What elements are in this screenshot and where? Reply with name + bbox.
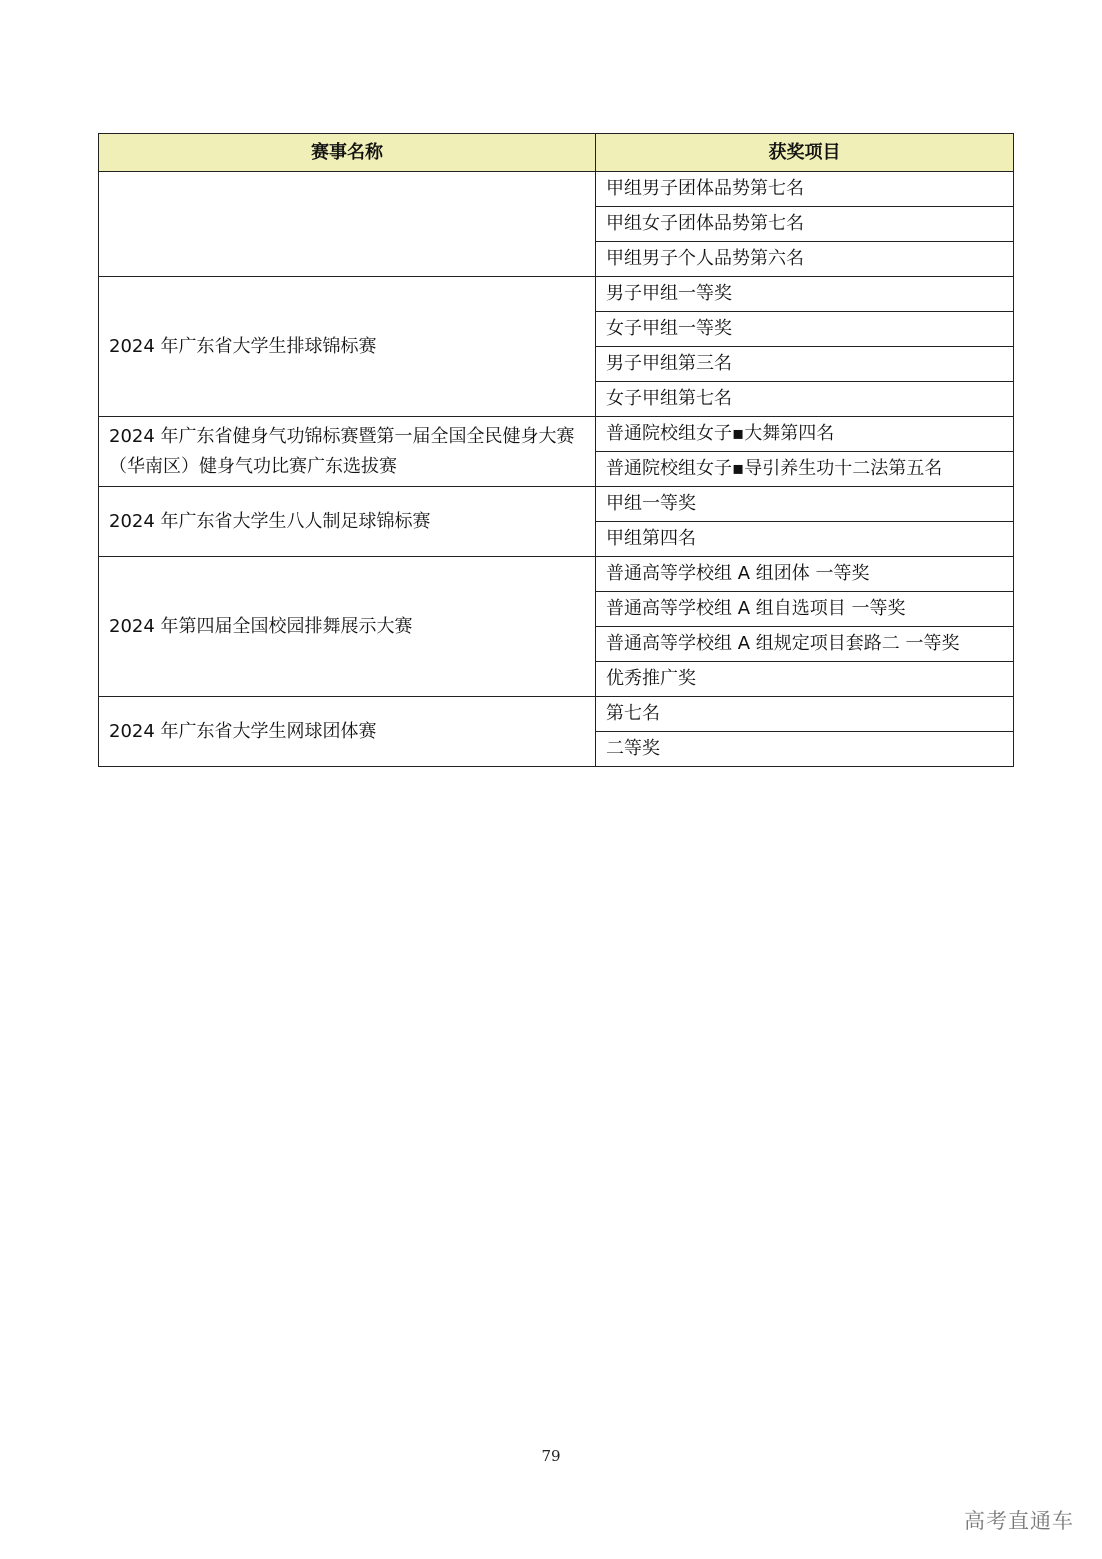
award-cell: 第七名: [596, 697, 1014, 732]
watermark-text: 高考直通车: [964, 1509, 1074, 1533]
page-number: 79: [541, 1447, 561, 1465]
award-cell: 男子甲组一等奖: [596, 277, 1014, 312]
award-cell: 普通高等学校组 A 组规定项目套路二 一等奖: [596, 627, 1014, 662]
awards-table: [98, 133, 1014, 767]
award-cell: 甲组第四名: [596, 522, 1014, 557]
table-header-row: [99, 134, 1014, 172]
header-event-name: 赛事名称: [99, 134, 596, 172]
table-row: [99, 487, 1014, 522]
award-cell: 甲组男子个人品势第六名: [596, 242, 1014, 277]
event-name-cell: 2024 年第四届全国校园排舞展示大赛: [99, 557, 596, 697]
table-row: [99, 172, 1014, 207]
event-name-cell: 2024 年广东省大学生排球锦标赛: [99, 277, 596, 417]
award-cell: 男子甲组第三名: [596, 347, 1014, 382]
header-award-item: 获奖项目: [596, 134, 1014, 172]
award-cell: 二等奖: [596, 732, 1014, 767]
award-cell: 普通院校组女子▪大舞第四名: [596, 417, 1014, 452]
event-name-cell: 2024 年广东省大学生八人制足球锦标赛: [99, 487, 596, 557]
event-name-cell: [99, 172, 596, 277]
table-row: [99, 557, 1014, 592]
award-cell: 女子甲组第七名: [596, 382, 1014, 417]
award-cell: 女子甲组一等奖: [596, 312, 1014, 347]
table-row: [99, 697, 1014, 732]
award-cell: 甲组一等奖: [596, 487, 1014, 522]
award-cell: 普通高等学校组 A 组自选项目 一等奖: [596, 592, 1014, 627]
award-cell: 甲组女子团体品势第七名: [596, 207, 1014, 242]
event-name-cell: 2024 年广东省健身气功锦标赛暨第一届全国全民健身大赛（华南区）健身气功比赛广东选拔赛: [99, 417, 596, 487]
event-name-cell: 2024 年广东省大学生网球团体赛: [99, 697, 596, 767]
table-row: [99, 277, 1014, 312]
award-cell: 普通高等学校组 A 组团体 一等奖: [596, 557, 1014, 592]
table-row: [99, 417, 1014, 452]
award-cell: 甲组男子团体品势第七名: [596, 172, 1014, 207]
award-cell: 优秀推广奖: [596, 662, 1014, 697]
award-cell: 普通院校组女子▪导引养生功十二法第五名: [596, 452, 1014, 487]
